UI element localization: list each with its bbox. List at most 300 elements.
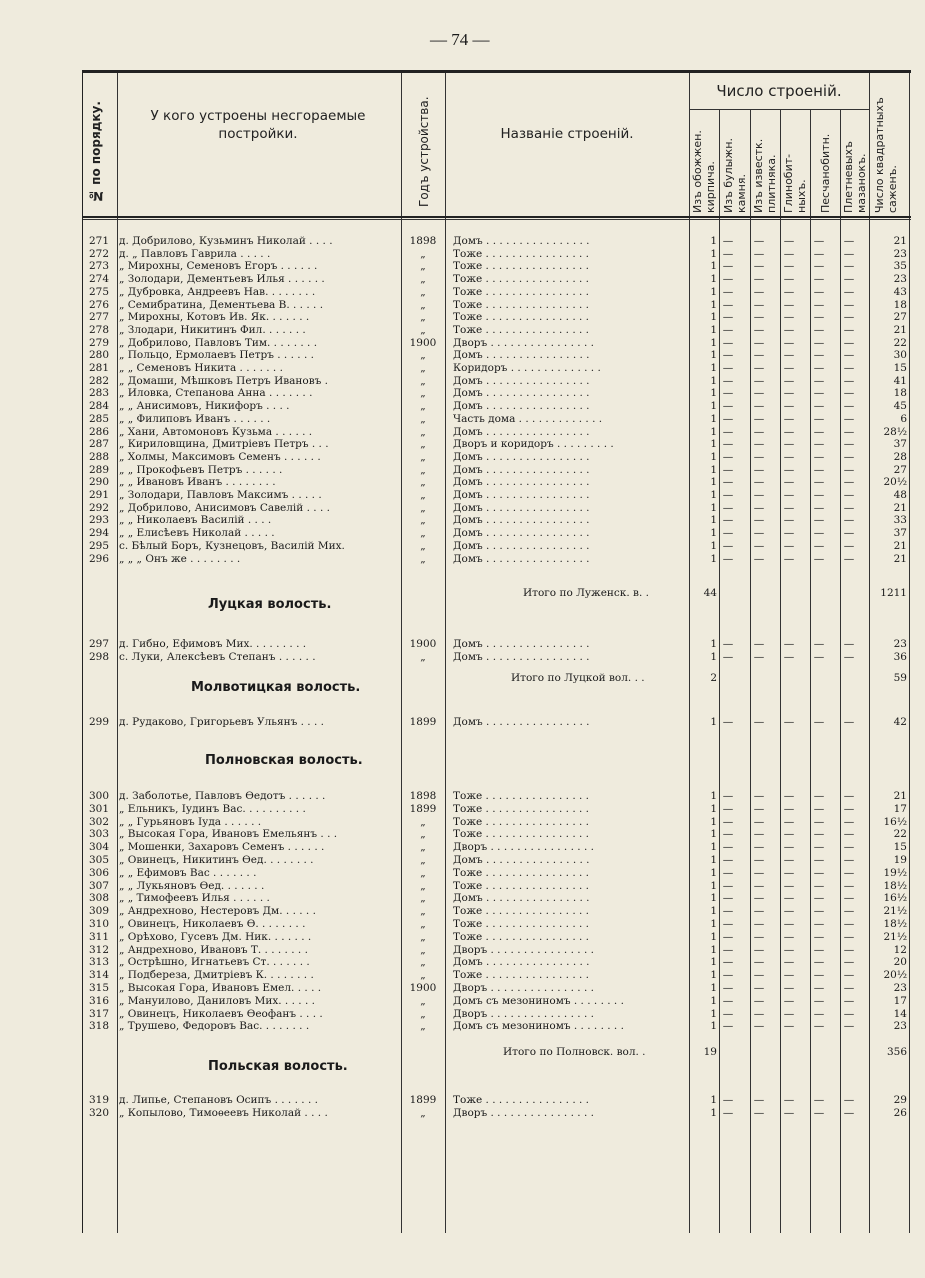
table-row [83, 400, 911, 413]
empty-count-dash: — [813, 943, 825, 956]
empty-count-dash: — [753, 273, 765, 286]
empty-count-dash: — [843, 273, 855, 286]
square-sazhen: 20 [893, 956, 907, 969]
brick-count: 1 [710, 802, 717, 815]
square-sazhen: 27 [893, 311, 907, 324]
brick-count: 1 [710, 501, 717, 514]
building-name: Дворъ . . . . . . . . . . . . . . . . [453, 982, 594, 994]
building-name: Тоже . . . . . . . . . . . . . . . . [453, 815, 590, 828]
table-row [83, 387, 911, 400]
empty-count-dash: — [722, 349, 734, 362]
square-sazhen: 45 [893, 400, 907, 413]
row-number: 304 [88, 841, 109, 854]
empty-count-dash: — [722, 969, 734, 982]
table-row [83, 1094, 911, 1107]
row-number: 292 [88, 501, 109, 514]
empty-count-dash: — [843, 716, 855, 728]
square-sazhen: 20½ [883, 476, 907, 489]
year: „ [420, 425, 426, 438]
empty-count-dash: — [783, 501, 795, 514]
empty-count-dash: — [843, 450, 855, 463]
empty-count-dash: — [843, 400, 855, 413]
empty-count-dash: — [813, 854, 825, 866]
year: „ [420, 463, 426, 476]
building-name: Домъ . . . . . . . . . . . . . . . . [453, 501, 590, 514]
empty-count-dash: — [813, 412, 825, 425]
square-sazhen: 37 [893, 438, 907, 451]
empty-count-dash: — [843, 311, 855, 324]
header-count-group: Число строеній. [716, 82, 842, 100]
brick-count: 1 [710, 828, 717, 841]
owner-name: „ „ Гурьяновъ Іуда . . . . . . [119, 815, 262, 828]
row-number: 317 [88, 1007, 109, 1020]
empty-count-dash: — [722, 1007, 734, 1020]
empty-count-dash: — [813, 638, 825, 650]
empty-count-dash: — [783, 539, 795, 552]
table-row [83, 464, 911, 477]
total-count: 44 [703, 587, 717, 599]
year: „ [420, 412, 426, 425]
brick-count: 1 [710, 489, 717, 501]
empty-count-dash: — [813, 651, 825, 663]
building-name: Домъ . . . . . . . . . . . . . . . . [453, 450, 590, 463]
empty-count-dash: — [783, 892, 795, 905]
row-number: 294 [88, 527, 109, 540]
empty-count-dash: — [753, 247, 765, 260]
empty-count-dash: — [843, 790, 855, 802]
square-sazhen: 29 [893, 1094, 907, 1106]
empty-count-dash: — [722, 905, 734, 918]
header-bottom-2 [83, 219, 911, 220]
owner-name: „ Домаши, Мѣшковъ Петръ Ивановъ . [119, 374, 328, 387]
brick-count: 1 [710, 235, 717, 247]
building-name: Дворъ . . . . . . . . . . . . . . . . [453, 1107, 594, 1119]
empty-count-dash: — [813, 994, 825, 1007]
header-bottom [83, 216, 911, 218]
empty-count-dash: — [753, 425, 765, 438]
empty-count-dash: — [753, 362, 765, 374]
empty-count-dash: — [753, 260, 765, 273]
empty-count-dash: — [843, 285, 855, 298]
buildings-table [82, 70, 911, 1233]
empty-count-dash: — [783, 638, 795, 650]
empty-count-dash: — [753, 994, 765, 1007]
building-name: Тоже . . . . . . . . . . . . . . . . [453, 918, 590, 930]
table-row [83, 553, 911, 566]
empty-count-dash: — [783, 905, 795, 918]
empty-count-dash: — [753, 982, 765, 994]
owner-name: „ „ Ефимовъ Вас . . . . . . . [119, 866, 257, 879]
brick-count: 1 [710, 866, 717, 879]
empty-count-dash: — [813, 716, 825, 728]
empty-count-dash: — [753, 892, 765, 905]
square-sazhen: 17 [893, 802, 907, 815]
empty-count-dash: — [753, 285, 765, 298]
empty-count-dash: — [843, 815, 855, 828]
brick-count: 1 [710, 930, 717, 943]
owner-name: д. Заболотье, Павловъ Ѳедотъ . . . . . . [119, 790, 326, 802]
table-row [83, 248, 911, 261]
empty-count-dash: — [722, 273, 734, 286]
brick-count: 1 [710, 790, 717, 802]
year: „ [420, 892, 426, 905]
row-number: 272 [88, 247, 109, 260]
square-sazhen: 23 [893, 982, 907, 994]
empty-count-dash: — [813, 1020, 825, 1033]
owner-name: „ Мошенки, Захаровъ Семенъ . . . . . . [119, 841, 325, 854]
empty-count-dash: — [783, 336, 795, 349]
header-lime: Изъ известк. плитняка. [752, 138, 779, 213]
empty-count-dash: — [722, 841, 734, 854]
table-row [83, 235, 911, 248]
empty-count-dash: — [813, 323, 825, 336]
empty-count-dash: — [753, 489, 765, 501]
square-sazhen: 33 [893, 514, 907, 527]
empty-count-dash: — [722, 815, 734, 828]
table-row [83, 299, 911, 312]
owner-name: „ „ Прокофьевъ Петръ . . . . . . [119, 463, 283, 476]
table-row [83, 1008, 911, 1021]
brick-count: 1 [710, 716, 717, 728]
empty-count-dash: — [843, 323, 855, 336]
empty-count-dash: — [783, 476, 795, 489]
header-clay: Глинобит- ныхъ. [782, 153, 809, 213]
empty-count-dash: — [813, 802, 825, 815]
building-name: Тоже . . . . . . . . . . . . . . . . [453, 969, 590, 982]
empty-count-dash: — [843, 514, 855, 527]
brick-count: 1 [710, 892, 717, 905]
empty-count-dash: — [813, 235, 825, 247]
empty-count-dash: — [813, 841, 825, 854]
empty-count-dash: — [783, 438, 795, 451]
empty-count-dash: — [722, 387, 734, 400]
empty-count-dash: — [783, 802, 795, 815]
section-lutsk: Луцкая волость. [208, 597, 332, 612]
building-name: Домъ . . . . . . . . . . . . . . . . [453, 463, 590, 476]
empty-count-dash: — [753, 323, 765, 336]
year: „ [420, 969, 426, 982]
empty-count-dash: — [722, 400, 734, 413]
total-count: 2 [710, 672, 717, 684]
empty-count-dash: — [783, 235, 795, 247]
total-row-lutsk [83, 671, 911, 685]
owner-name: „ „ Николаевъ Василій . . . . [119, 514, 272, 527]
empty-count-dash: — [753, 854, 765, 866]
empty-count-dash: — [753, 969, 765, 982]
total-sq: 1211 [880, 587, 907, 599]
brick-count: 1 [710, 905, 717, 918]
total-sq: 59 [893, 672, 907, 684]
owner-name: „ Ельникъ, Іудинъ Вас. . . . . . . . . . [119, 802, 306, 815]
empty-count-dash: — [843, 438, 855, 451]
table-row [83, 451, 911, 464]
building-name: Домъ . . . . . . . . . . . . . . . . [453, 235, 590, 247]
square-sazhen: 21 [893, 501, 907, 514]
square-sazhen: 27 [893, 463, 907, 476]
table-row [83, 995, 911, 1008]
row-number: 318 [88, 1020, 109, 1033]
empty-count-dash: — [813, 982, 825, 994]
brick-count: 1 [710, 336, 717, 349]
empty-count-dash: — [783, 982, 795, 994]
brick-count: 1 [710, 387, 717, 400]
owner-name: д. Липье, Степановъ Осипъ . . . . . . . [119, 1094, 318, 1106]
table-row [83, 260, 911, 273]
row-number: 282 [88, 374, 109, 387]
brick-count: 1 [710, 349, 717, 362]
year: „ [420, 854, 426, 866]
building-name: Тоже . . . . . . . . . . . . . . . . [453, 260, 590, 273]
empty-count-dash: — [843, 956, 855, 969]
row-number: 298 [88, 651, 109, 663]
empty-count-dash: — [722, 260, 734, 273]
empty-count-dash: — [783, 651, 795, 663]
empty-count-dash: — [843, 854, 855, 866]
owner-name: „ Дубровка, Андреевъ Нав. . . . . . . . [119, 285, 316, 298]
empty-count-dash: — [843, 374, 855, 387]
owner-name: „ „ Анисимовъ, Никифоръ . . . . [119, 400, 290, 413]
table-row [83, 273, 911, 286]
empty-count-dash: — [813, 815, 825, 828]
empty-count-dash: — [813, 387, 825, 400]
table-row [83, 892, 911, 905]
section-molvot: Молвотицкая волость. [191, 680, 361, 695]
brick-count: 1 [710, 298, 717, 311]
year: 1899 [409, 1094, 437, 1106]
empty-count-dash: — [783, 311, 795, 324]
empty-count-dash: — [722, 879, 734, 892]
empty-count-dash: — [813, 374, 825, 387]
empty-count-dash: — [813, 247, 825, 260]
building-name: Домъ . . . . . . . . . . . . . . . . [453, 489, 590, 501]
year: „ [420, 552, 426, 565]
empty-count-dash: — [783, 930, 795, 943]
table-row [83, 489, 911, 502]
table-row [83, 375, 911, 388]
table-row [83, 969, 911, 982]
year: „ [420, 400, 426, 413]
empty-count-dash: — [783, 716, 795, 728]
year: „ [420, 476, 426, 489]
owner-name: „ Семибратина, Дементьева В. . . . . . [119, 298, 324, 311]
table-row [83, 816, 911, 829]
table-row [83, 803, 911, 816]
empty-count-dash: — [843, 828, 855, 841]
empty-count-dash: — [722, 501, 734, 514]
building-name: Тоже . . . . . . . . . . . . . . . . [453, 323, 590, 336]
empty-count-dash: — [722, 311, 734, 324]
brick-count: 1 [710, 247, 717, 260]
empty-count-dash: — [843, 463, 855, 476]
year: „ [420, 841, 426, 854]
row-number: 289 [88, 463, 109, 476]
year: „ [420, 247, 426, 260]
owner-name: „ „ Семеновъ Никита . . . . . . . [119, 362, 283, 374]
building-name: Домъ . . . . . . . . . . . . . . . . [453, 638, 590, 650]
empty-count-dash: — [783, 969, 795, 982]
row-number: 287 [88, 438, 109, 451]
empty-count-dash: — [813, 879, 825, 892]
empty-count-dash: — [722, 438, 734, 451]
empty-count-dash: — [813, 866, 825, 879]
table-row [83, 982, 911, 995]
empty-count-dash: — [783, 349, 795, 362]
empty-count-dash: — [753, 374, 765, 387]
empty-count-dash: — [783, 828, 795, 841]
row-number: 312 [88, 943, 109, 956]
empty-count-dash: — [843, 943, 855, 956]
empty-count-dash: — [843, 969, 855, 982]
empty-count-dash: — [753, 438, 765, 451]
brick-count: 1 [710, 285, 717, 298]
row-number: 307 [88, 879, 109, 892]
brick-count: 1 [710, 323, 717, 336]
building-name: Дворъ . . . . . . . . . . . . . . . . [453, 336, 594, 349]
empty-count-dash: — [783, 943, 795, 956]
square-sazhen: 23 [893, 1020, 907, 1033]
year: „ [420, 539, 426, 552]
owner-name: „ „ Лукьяновъ Ѳед. . . . . . . [119, 879, 265, 892]
row-number: 302 [88, 815, 109, 828]
owner-name: „ Андрехново, Ивановъ Т. . . . . . . . [119, 943, 308, 956]
owner-name: д. Гибно, Ефимовъ Мих. . . . . . . . . [119, 638, 307, 650]
owner-name: „ „ Тимофеевъ Илья . . . . . . [119, 892, 270, 905]
empty-count-dash: — [843, 638, 855, 650]
square-sazhen: 28½ [883, 425, 907, 438]
empty-count-dash: — [843, 476, 855, 489]
brick-count: 1 [710, 260, 717, 273]
table-row [83, 651, 911, 664]
empty-count-dash: — [813, 285, 825, 298]
empty-count-dash: — [722, 412, 734, 425]
header-wattle: Плетневыхъ мазанокъ. [842, 141, 869, 213]
year: 1898 [409, 235, 437, 247]
building-name: Тоже . . . . . . . . . . . . . . . . [453, 930, 590, 943]
empty-count-dash: — [722, 450, 734, 463]
empty-count-dash: — [783, 298, 795, 311]
empty-count-dash: — [843, 425, 855, 438]
building-name: Тоже . . . . . . . . . . . . . . . . [453, 828, 590, 841]
empty-count-dash: — [783, 514, 795, 527]
empty-count-dash: — [813, 476, 825, 489]
empty-count-dash: — [813, 463, 825, 476]
year: „ [420, 905, 426, 918]
empty-count-dash: — [783, 918, 795, 930]
empty-count-dash: — [783, 425, 795, 438]
empty-count-dash: — [843, 1107, 855, 1119]
building-name: Домъ . . . . . . . . . . . . . . . . [453, 425, 590, 438]
empty-count-dash: — [753, 918, 765, 930]
year: „ [420, 260, 426, 273]
table-row [83, 880, 911, 893]
empty-count-dash: — [783, 1020, 795, 1033]
row-number: 311 [88, 930, 109, 943]
year: 1900 [409, 336, 437, 349]
building-name: Тоже . . . . . . . . . . . . . . . . [453, 879, 590, 892]
brick-count: 1 [710, 994, 717, 1007]
empty-count-dash: — [843, 982, 855, 994]
brick-count: 1 [710, 1007, 717, 1020]
table-row [83, 349, 911, 362]
empty-count-dash: — [783, 450, 795, 463]
empty-count-dash: — [783, 463, 795, 476]
owner-name: с. Бѣлый Боръ, Кузнецовъ, Василій Мих. [119, 539, 345, 552]
empty-count-dash: — [813, 438, 825, 451]
owner-name: „ Польцо, Ермолаевъ Петръ . . . . . . [119, 349, 314, 362]
row-number: 285 [88, 412, 109, 425]
year: „ [420, 374, 426, 387]
empty-count-dash: — [813, 298, 825, 311]
empty-count-dash: — [843, 892, 855, 905]
owner-name: „ Острѣшно, Игнатьевъ Ст. . . . . . . [119, 956, 310, 969]
empty-count-dash: — [753, 651, 765, 663]
owner-name: „ Добрилово, Павловъ Тим. . . . . . . . [119, 336, 318, 349]
empty-count-dash: — [813, 501, 825, 514]
square-sazhen: 12 [893, 943, 907, 956]
empty-count-dash: — [843, 879, 855, 892]
year: „ [420, 501, 426, 514]
square-sazhen: 18½ [883, 879, 907, 892]
empty-count-dash: — [813, 790, 825, 802]
year: „ [420, 489, 426, 501]
empty-count-dash: — [813, 539, 825, 552]
brick-count: 1 [710, 943, 717, 956]
row-number: 299 [88, 716, 109, 728]
empty-count-dash: — [753, 943, 765, 956]
empty-count-dash: — [783, 527, 795, 540]
row-number: 288 [88, 450, 109, 463]
row-number: 320 [88, 1107, 109, 1119]
empty-count-dash: — [783, 323, 795, 336]
table-row [83, 438, 911, 451]
empty-count-dash: — [813, 918, 825, 930]
building-name: Дворъ и коридоръ . . . . . . . . . [453, 438, 614, 451]
empty-count-dash: — [843, 552, 855, 565]
owner-name: „ Мануилово, Даниловъ Мих. . . . . . [119, 994, 315, 1007]
empty-count-dash: — [722, 539, 734, 552]
brick-count: 1 [710, 425, 717, 438]
row-number: 279 [88, 336, 109, 349]
building-name: Домъ . . . . . . . . . . . . . . . . [453, 552, 590, 565]
empty-count-dash: — [843, 489, 855, 501]
year: „ [420, 994, 426, 1007]
square-sazhen: 22 [893, 336, 907, 349]
row-number: 308 [88, 892, 109, 905]
table-row [83, 854, 911, 867]
year: „ [420, 438, 426, 451]
building-name: Тоже . . . . . . . . . . . . . . . . [453, 311, 590, 324]
brick-count: 1 [710, 438, 717, 451]
empty-count-dash: — [843, 362, 855, 374]
brick-count: 1 [710, 450, 717, 463]
empty-count-dash: — [753, 638, 765, 650]
building-name: Тоже . . . . . . . . . . . . . . . . [453, 790, 590, 802]
square-sazhen: 21 [893, 790, 907, 802]
brick-count: 1 [710, 463, 717, 476]
empty-count-dash: — [843, 336, 855, 349]
row-number: 278 [88, 323, 109, 336]
square-sazhen: 22 [893, 828, 907, 841]
building-name: Домъ . . . . . . . . . . . . . . . . [453, 374, 590, 387]
building-name: Домъ . . . . . . . . . . . . . . . . [453, 892, 590, 905]
empty-count-dash: — [722, 994, 734, 1007]
header-divider [689, 109, 869, 110]
empty-count-dash: — [753, 527, 765, 540]
empty-count-dash: — [843, 539, 855, 552]
empty-count-dash: — [783, 866, 795, 879]
empty-count-dash: — [843, 918, 855, 930]
square-sazhen: 35 [893, 260, 907, 273]
